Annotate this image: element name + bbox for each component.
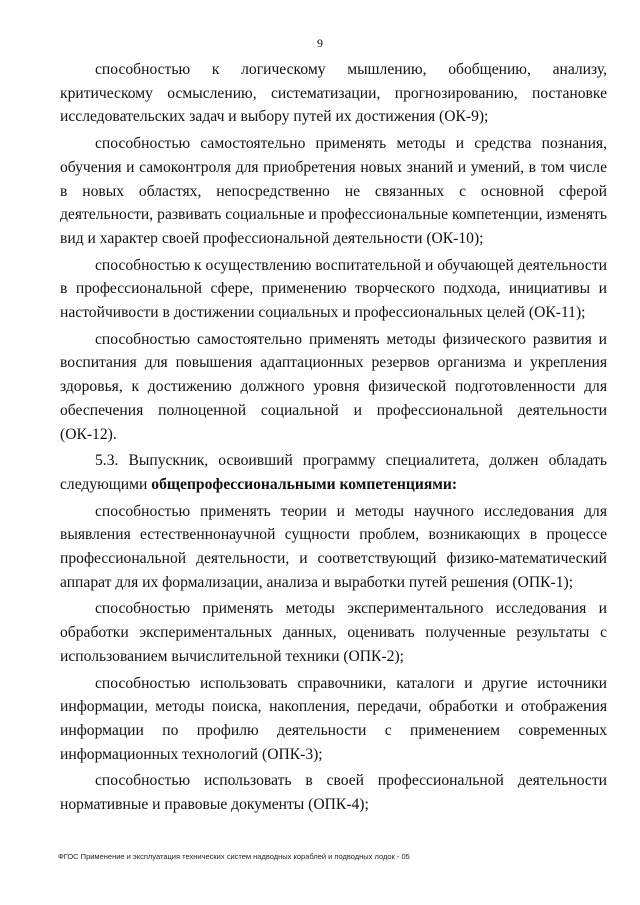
paragraph-ok-12: способностью самостоятельно применять методы физического развития и воспитания для повышения адаптационных резервов организма и укрепления здоровья, к достижению должного уровня физической подготовленности для обеспечения полноценной социальной и профессиональной деятельности (ОК-12). — [60, 330, 607, 443]
paragraph-ok-10: способностью самостоятельно применять методы и средства познания, обучения и самоконтроля для приобретения новых знаний и умений, в том числе в новых областях, непосредственно не связанных с основной сферой деятельности, развивать социальные и профессиональные компетенции, изменять вид и характер своей профессиональной деятельности (ОК-10); — [60, 135, 607, 247]
paragraph-ok-11: способностью к осуществлению воспитательной и обучающей деятельности в профессиональной сфере, применению творческого подхода, инициативы и настойчивости в достижении социальных и профессиональных целей (ОК-11); — [60, 256, 607, 322]
page-footer: ФГОС Применение и эксплуатация технических систем надводных кораблей и подводных лодок - 05 — [58, 852, 410, 861]
document-body — [60, 58, 607, 820]
paragraph-opk-2: способностью применять методы экспериментального исследования и обработки экспериментальных данных, оценивать полученные результаты с использованием вычислительной техники (ОПК-2); — [60, 600, 607, 665]
paragraph-opk-3: способностью использовать справочники, каталоги и другие источники информации, методы поиска, накопления, передачи, обработки и отображения информации по профилю деятельности с применением современных информационных технологий (ОПК-3); — [60, 674, 607, 763]
section-5-3-bold-term: общепрофессиональными компетенциями: — [151, 475, 458, 493]
page-number: 9 — [317, 36, 323, 50]
section-5-3-paragraph — [60, 449, 607, 496]
paragraph-ok-9: способностью к логическому мышлению, обобщению, анализу, критическому осмыслению, систематизации, прогнозированию, постановке исследовательских задач и выбору путей их достижения (ОК-9); — [60, 61, 607, 126]
section-5-3-intro: 5.3. Выпускник, освоивший программу специалитета, должен обладать следующими — [60, 452, 607, 493]
paragraph-opk-4: способностью использовать в своей профессиональной деятельности нормативные и правовые документы (ОПК-4); — [60, 772, 607, 814]
paragraph-opk-1: способностью применять теории и методы научного исследования для выявления естественнонаучной сущности проблем, возникающих в процессе профессиональной деятельности, и соответствующий физико-математический аппарат для их формализации, анализа и выработки путей решения (ОПК-1); — [60, 502, 607, 591]
